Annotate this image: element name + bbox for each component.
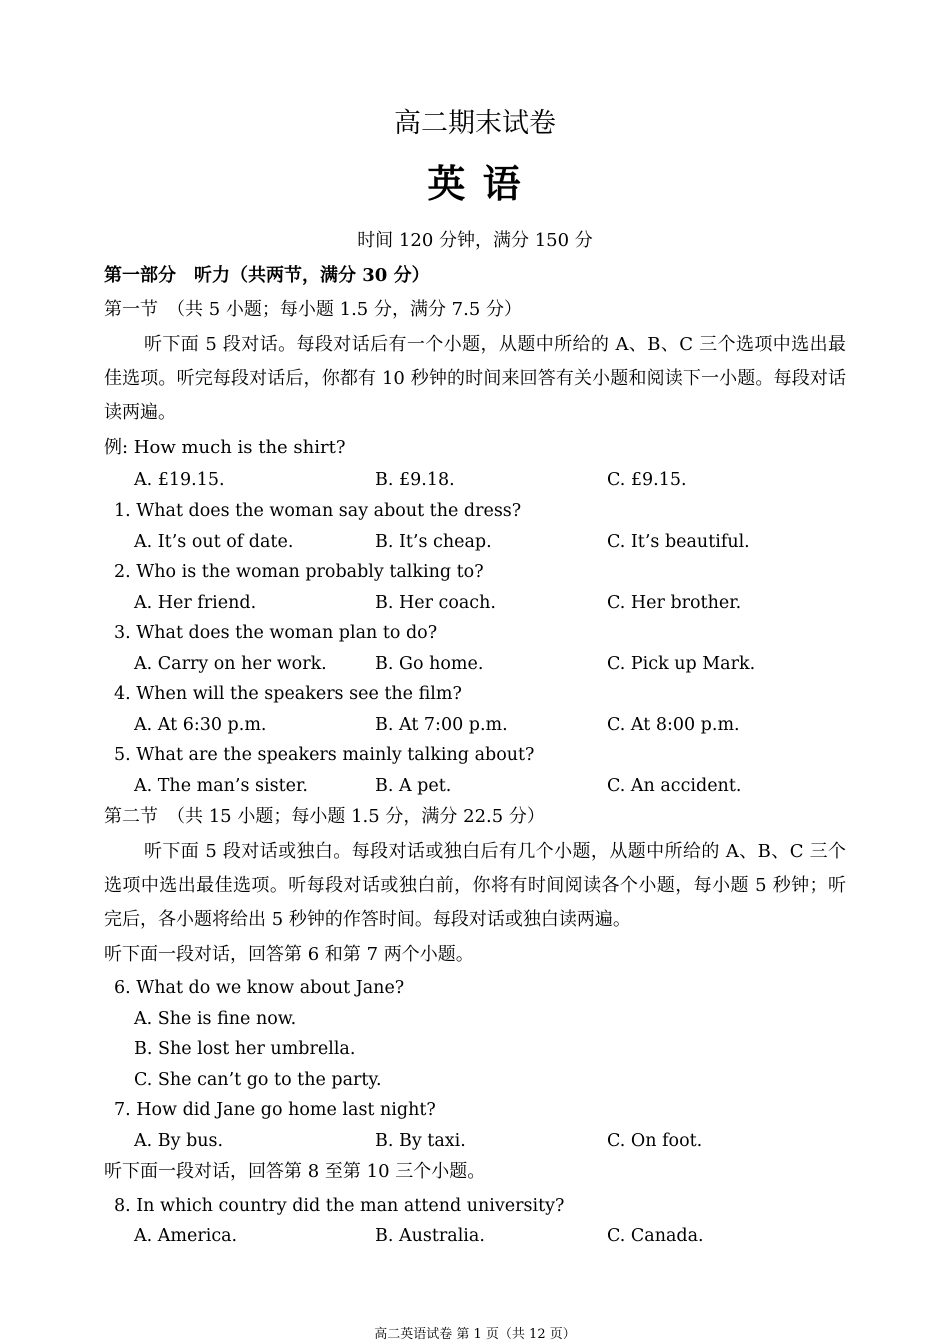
question-5: 5. What are the speakers mainly talking about? <box>114 745 535 765</box>
q3-option-a: A. Carry on her work. <box>134 654 327 674</box>
question-8: 8. In which country did the man attend university? <box>114 1196 565 1216</box>
q5-option-a: A. The man’s sister. <box>134 776 308 796</box>
q4-option-c: C. At 8:00 p.m. <box>607 715 740 735</box>
question-6: 6. What do we know about Jane? <box>114 978 405 998</box>
q8-option-a: A. America. <box>134 1226 238 1246</box>
section1-heading: 第一节 （共 5 小题；每小题 1.5 分，满分 7.5 分） <box>104 299 523 320</box>
example-option-b: B. £9.18. <box>375 470 455 490</box>
page-footer: 高二英语试卷 第 1 页（共 12 页） <box>374 1327 576 1342</box>
q4-option-a: A. At 6:30 p.m. <box>134 715 267 735</box>
question-1: 1. What does the woman say about the dress? <box>114 501 522 521</box>
q3-option-b: B. Go home. <box>375 654 484 674</box>
subject-title: 英 语 <box>427 161 523 206</box>
example-question: 例: How much is the shirt? <box>104 437 346 458</box>
question-7: 7. How did Jane go home last night? <box>114 1100 436 1120</box>
example-option-a: A. £19.15. <box>134 470 225 490</box>
section1-instructions: 听下面 5 段对话。每段对话后有一个小题，从题中所给的 A、B、C 三个选项中选出最佳选项。听完每段对话后，你都有 10 秒钟的时间来回答有关小题和阅读下一小题。每段对话读两遍。 <box>104 334 846 423</box>
q8-option-b: B. Australia. <box>375 1226 485 1246</box>
q6-option-b: B. She lost her umbrella. <box>134 1039 356 1059</box>
question-3: 3. What does the woman plan to do? <box>114 623 438 643</box>
q7-option-b: B. By taxi. <box>375 1131 466 1151</box>
q5-option-b: B. A pet. <box>375 776 452 796</box>
q7-option-a: A. By bus. <box>134 1131 224 1151</box>
q2-option-b: B. Her coach. <box>375 593 496 613</box>
q7-option-c: C. On foot. <box>607 1131 703 1151</box>
q2-option-c: C. Her brother. <box>607 593 742 613</box>
question-4: 4. When will the speakers see the film? <box>114 684 462 704</box>
part1-heading: 第一部分 听力（共两节，满分 30 分） <box>104 265 430 286</box>
time-info: 时间 120 分钟，满分 150 分 <box>357 230 593 251</box>
section2-instructions: 听下面 5 段对话或独白。每段对话或独白后有几个小题，从题中所给的 A、B、C 三个选项中选出最佳选项。听每段对话或独白前，你将有时间阅读各个小题，每小题 5 秒钟；听完后，各小题将给出 5 秒钟的作答时间。每段对话或独白读两遍。 <box>104 841 846 930</box>
question-2: 2. Who is the woman probably talking to? <box>114 562 484 582</box>
section2-heading: 第二节 （共 15 小题；每小题 1.5 分，满分 22.5 分） <box>104 806 545 827</box>
q1-option-c: C. It’s beautiful. <box>607 532 750 552</box>
q1-option-b: B. It’s cheap. <box>375 532 492 552</box>
q8-option-c: C. Canada. <box>607 1226 704 1246</box>
group1-intro: 听下面一段对话，回答第 6 和第 7 两个小题。 <box>104 944 474 965</box>
group2-intro: 听下面一段对话，回答第 8 至第 10 三个小题。 <box>104 1161 486 1182</box>
q6-option-c: C. She can’t go to the party. <box>134 1070 382 1090</box>
example-option-c: C. £9.15. <box>607 470 687 490</box>
q4-option-b: B. At 7:00 p.m. <box>375 715 508 735</box>
q2-option-a: A. Her friend. <box>134 593 257 613</box>
q6-option-a: A. She is fine now. <box>134 1009 297 1029</box>
q5-option-c: C. An accident. <box>607 776 742 796</box>
exam-title: 高二期末试卷 <box>394 108 556 139</box>
q3-option-c: C. Pick up Mark. <box>607 654 756 674</box>
q1-option-a: A. It’s out of date. <box>134 532 294 552</box>
